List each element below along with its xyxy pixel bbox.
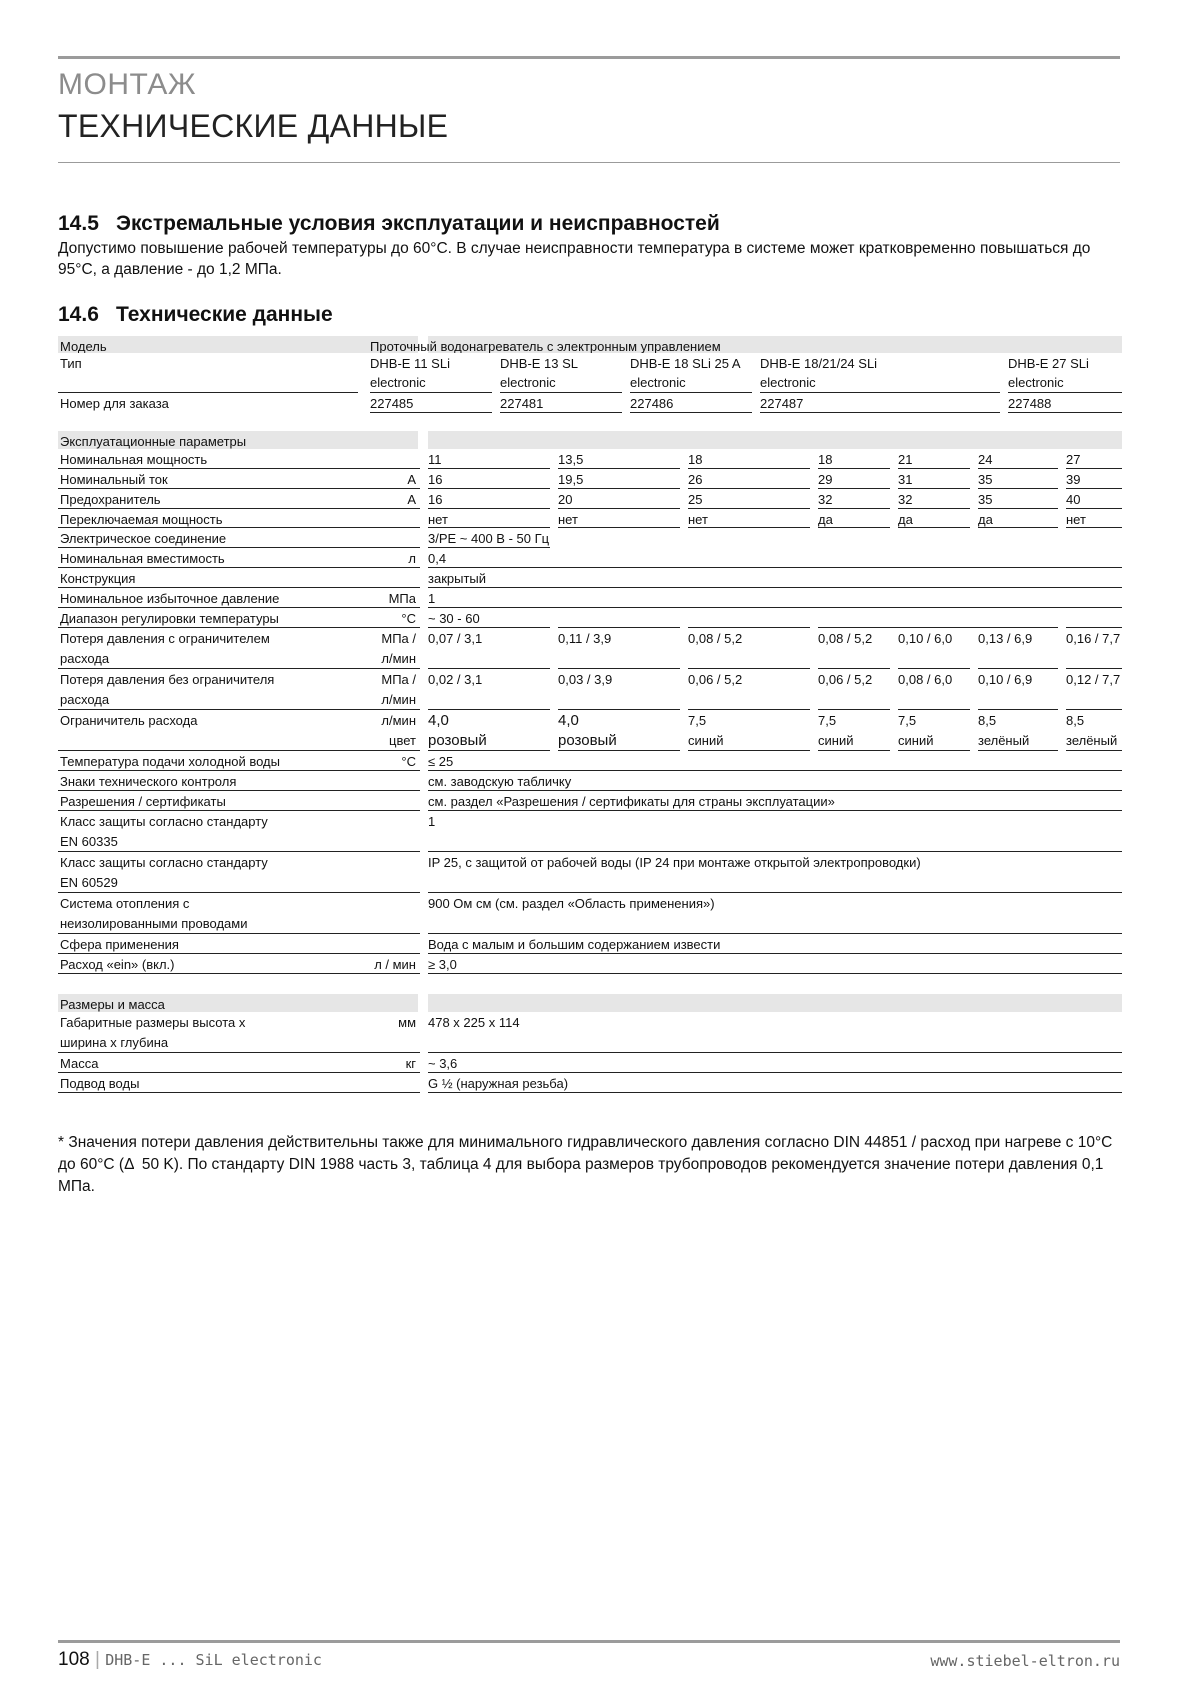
section-14-5-text: Допустимо повышение рабочей температуры до 60°C. В случае неисправности температура в системе может кратковременно повышаться до 95°С, а давление - до 1,2 МПа.	[58, 240, 1091, 278]
page-footer-left	[58, 1649, 322, 1671]
type-cell: DHB-E 27 SLi electronic	[1008, 353, 1122, 393]
table-row-fuse: Предохранитель A 16 20 25 32 32 35 40	[58, 489, 1122, 509]
section-title: Технические данные	[116, 303, 333, 326]
table-row-mass: Масса кг ~ 3,6	[58, 1053, 1122, 1073]
header-bottom-rule	[58, 162, 1120, 163]
row-label: Модель	[60, 339, 107, 353]
table-row-switchable-power: Переключаемая мощность нет нет нет да да да нет	[58, 509, 1122, 528]
table-row-construction: Конструкция закрытый	[58, 568, 1122, 588]
header-top-rule	[58, 56, 1120, 59]
table-row-cold-water-temperature: Температура подачи холодной воды °C ≤ 25	[58, 751, 1122, 771]
table-row-overpressure: Номинальное избыточное давление МПа 1	[58, 588, 1122, 608]
table-row-electrical: Электрическое соединение 3/PE ~ 400 B - 50 Гц	[58, 528, 1122, 548]
table-row-flow-limiter: Ограничитель расхода л/мин цвет 4,0 розовый 4,0 розовый 7,5 синий 7,5 синий 7,5 синий 8,5 зелёный 8,5 зелёный	[58, 710, 1122, 751]
section-label: Размеры и масса	[60, 997, 165, 1012]
table-row-dimensions: Габаритные размеры высота х ширина х глубина мм 478 x 225 x 114	[58, 1012, 1122, 1053]
table-row-heating-system: Система отопления с неизолированными проводами 900 Ом см (см. раздел «Область применения»)	[58, 893, 1122, 934]
table-row-temperature-range: Диапазон регулировки температуры °C ~ 30 - 60	[58, 608, 1122, 628]
table-row-pressure-loss-with-limiter: Потеря давления с ограничителем расхода МПа / л/мин 0,07 / 3,1 0,11 / 3,9 0,08 / 5,2 0,08 / 5,2 0,10 / 6,0 0,13 / 6,9 0,16 / 7,7	[58, 628, 1122, 669]
page-title: ТЕХНИЧЕСКИЕ ДАННЫЕ	[58, 108, 449, 144]
page-number: 108	[58, 1649, 90, 1670]
section-14-6-heading	[58, 303, 333, 327]
table-row-control-marks: Знаки технического контроля см. заводскую табличку	[58, 771, 1122, 791]
type-cell: DHB-E 11 SLi electronic	[370, 353, 492, 393]
section-label: Эксплуатационные параметры	[60, 434, 247, 449]
section-number: 14.6	[58, 303, 99, 326]
website-url: www.stiebel-eltron.ru	[930, 1652, 1120, 1670]
table-row-model	[58, 336, 1122, 353]
table-row-protection-en60335: Класс защиты согласно стандарту EN 60335 1	[58, 811, 1122, 852]
table-row-application: Сфера применения Вода с малым и большим содержанием извести	[58, 934, 1122, 954]
table-row-type	[58, 353, 1122, 393]
footnote: * Значения потери давления действительны также для минимального гидравлического давления согласно DIN 44851 / расход при нагреве с 10°C до 60°C (Δ 50 K). По стандарту DIN 1988 часть 3, таблица 4 для выбора размеров трубопроводов рекомендуется значение потери давления 0,1 МПа.	[58, 1134, 1113, 1195]
table-section-operational	[58, 431, 1122, 449]
type-cell: DHB-E 18 SLi 25 A electronic	[630, 353, 752, 393]
row-label: Потеря давления без ограничителя расхода	[58, 669, 358, 710]
table-row-water-connection: Подвод воды G ½ (наружная резьба)	[58, 1073, 1122, 1093]
type-cell: DHB-E 18/21/24 SLi electronic	[760, 353, 1000, 393]
table-row-current: Номинальный ток A 16 19,5 26 29 31 35 39	[58, 469, 1122, 489]
table-row-certificates: Разрешения / сертификаты см. раздел «Разрешения / сертификаты для страны эксплуатации»	[58, 791, 1122, 811]
footer-separator: |	[94, 1649, 100, 1670]
table-row-protection-en60529: Класс защиты согласно стандарту EN 60529 IP 25, с защитой от рабочей воды (IP 24 при монтаже открытой электропроводки)	[58, 852, 1122, 893]
chapter-heading: МОНТАЖ	[58, 68, 197, 101]
technical-data-table	[58, 336, 1122, 1093]
section-number: 14.5	[58, 212, 99, 235]
type-cell: DHB-E 13 SL electronic	[500, 353, 622, 393]
footer-rule	[58, 1640, 1120, 1643]
table-row-capacity: Номинальная вместимость л 0,4	[58, 548, 1122, 568]
row-label: Потеря давления с ограничителем расхода	[58, 628, 358, 669]
table-section-dimensions	[58, 994, 1122, 1012]
row-label: Номер для заказа	[60, 396, 169, 411]
section-14-5-heading	[58, 212, 720, 236]
model-value: Проточный водонагреватель с электронным управлением	[370, 339, 721, 353]
table-row-flow-on: Расход «ein» (вкл.) л / мин ≥ 3,0	[58, 954, 1122, 974]
table-row-pressure-loss-without-limiter: Потеря давления без ограничителя расхода МПа / л/мин 0,02 / 3,1 0,03 / 3,9 0,06 / 5,2 0,06 / 5,2 0,08 / 6,0 0,10 / 6,9 0,12 / 7,7	[58, 669, 1122, 710]
section-title: Экстремальные условия эксплуатации и неисправностей	[116, 212, 720, 235]
document-title: DHB-E ... SiL electronic	[105, 1651, 322, 1669]
table-row-power: Номинальная мощность 11 13,5 18 18 21 24 27	[58, 449, 1122, 469]
table-row-order-number: Номер для заказа 227485 227481 227486 227487 227488	[58, 393, 1122, 413]
row-label: Тип	[58, 353, 358, 393]
